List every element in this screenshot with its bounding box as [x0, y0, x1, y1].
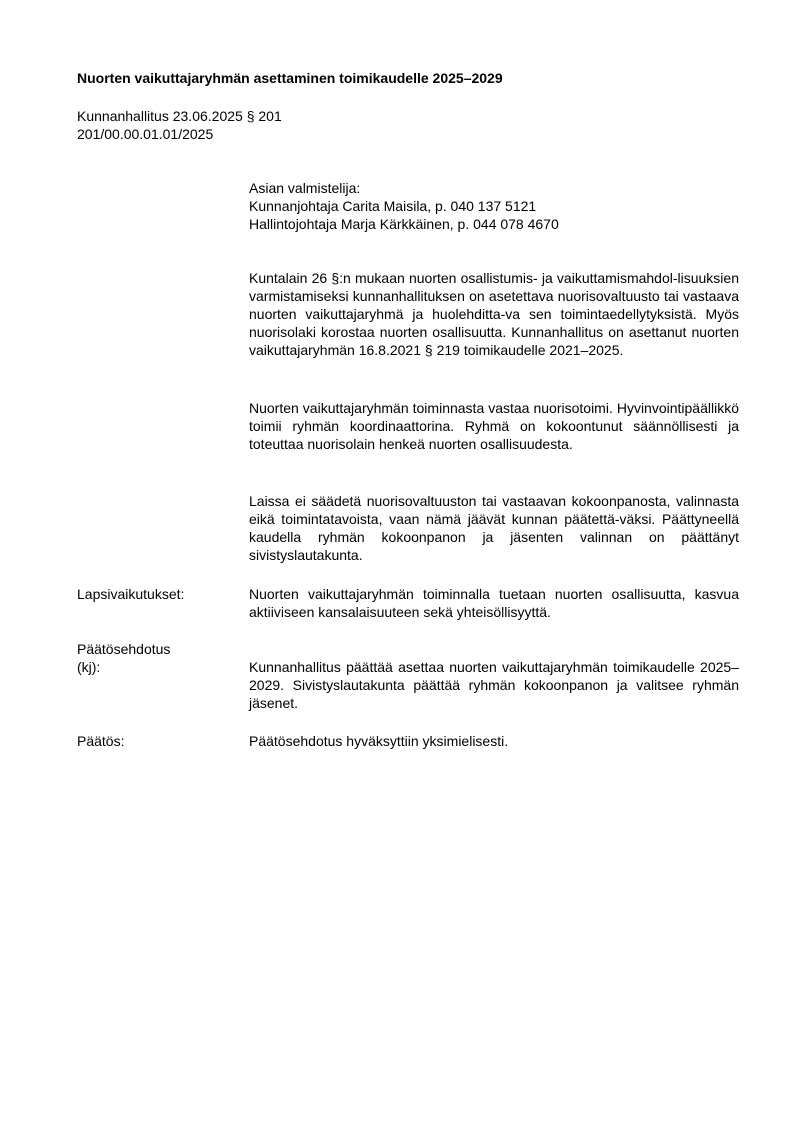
- proposal-label: [77, 640, 170, 676]
- proposal-section: [249, 658, 739, 712]
- proposal-text: Kunnanhallitus päättää asettaa nuorten vaikuttajaryhmän toimikaudelle 2025–2029. Sivistyslautakunta päättää ryhmän kokoonpanon ja valitsee ryhmän jäsenet.: [249, 659, 739, 711]
- decision-section: [249, 732, 739, 750]
- child-impact-section: [249, 585, 739, 621]
- child-impact-text: Nuorten vaikuttajaryhmän toiminnalla tuetaan nuorten osallisuutta, kasvua aktiiviseen kansalaisuuteen sekä yhteisöllisyyttä.: [249, 586, 739, 620]
- document-title: Nuorten vaikuttajaryhmän asettaminen toimikaudelle 2025–2029: [77, 70, 503, 86]
- meeting-reference: [77, 107, 282, 143]
- decision-label: Päätös:: [77, 733, 125, 749]
- body-paragraph-1: [249, 269, 739, 359]
- proposal-label-line1: Päätösehdotus: [77, 641, 171, 657]
- preparers-heading: Asian valmistelija:: [249, 180, 361, 196]
- paragraph-text: Nuorten vaikuttajaryhmän toiminnasta vastaa nuorisotoimi. Hyvinvointipäällikkö toimii ryhmän koordinaattorina. Ryhmä on kokoontunut säännöllisesti ja toteuttaa nuorisolain henkeä nuorten osallisuudesta.: [249, 400, 739, 452]
- preparers-block: [249, 179, 739, 233]
- decision-text: Päätösehdotus hyväksyttiin yksimielisesti.: [249, 733, 509, 749]
- child-impact-label: Lapsivaikutukset:: [77, 586, 185, 602]
- meeting-line: Kunnanhallitus 23.06.2025 § 201: [77, 108, 282, 124]
- proposal-label-line2: (kj):: [77, 659, 101, 675]
- paragraph-text: Laissa ei säädetä nuorisovaltuuston tai vastaavan kokoonpanosta, valinnasta eikä toimintatavoista, vaan nämä jäävät kunnan päätettä-väksi. Päättyneellä kaudella ryhmän kokoonpanon ja jäsenten valinnan on päättänyt sivistyslautakunta.: [249, 493, 739, 563]
- record-id: 201/00.00.01.01/2025: [77, 126, 214, 142]
- paragraph-text: Kuntalain 26 §:n mukaan nuorten osallistumis- ja vaikuttamismahdol-lisuuksien varmistamiseksi kunnanhallituksen on asetettava nuorisovaltuusto tai vastaava nuorten vaikuttajaryhmä ja huolehditta-va sen toimintaedellytyksistä. Myös nuorisolaki korostaa nuorten osallisuutta. Kunnanhallitus on asettanut nuorten vaikuttajaryhmän 16.8.2021 § 219 toimikaudelle 2021–2025.: [249, 270, 739, 358]
- preparer-1: Kunnanjohtaja Carita Maisila, p. 040 137 5121: [249, 198, 537, 214]
- preparer-2: Hallintojohtaja Marja Kärkkäinen, p. 044 078 4670: [249, 216, 559, 232]
- body-paragraph-3: [249, 492, 739, 564]
- body-paragraph-2: [249, 399, 739, 453]
